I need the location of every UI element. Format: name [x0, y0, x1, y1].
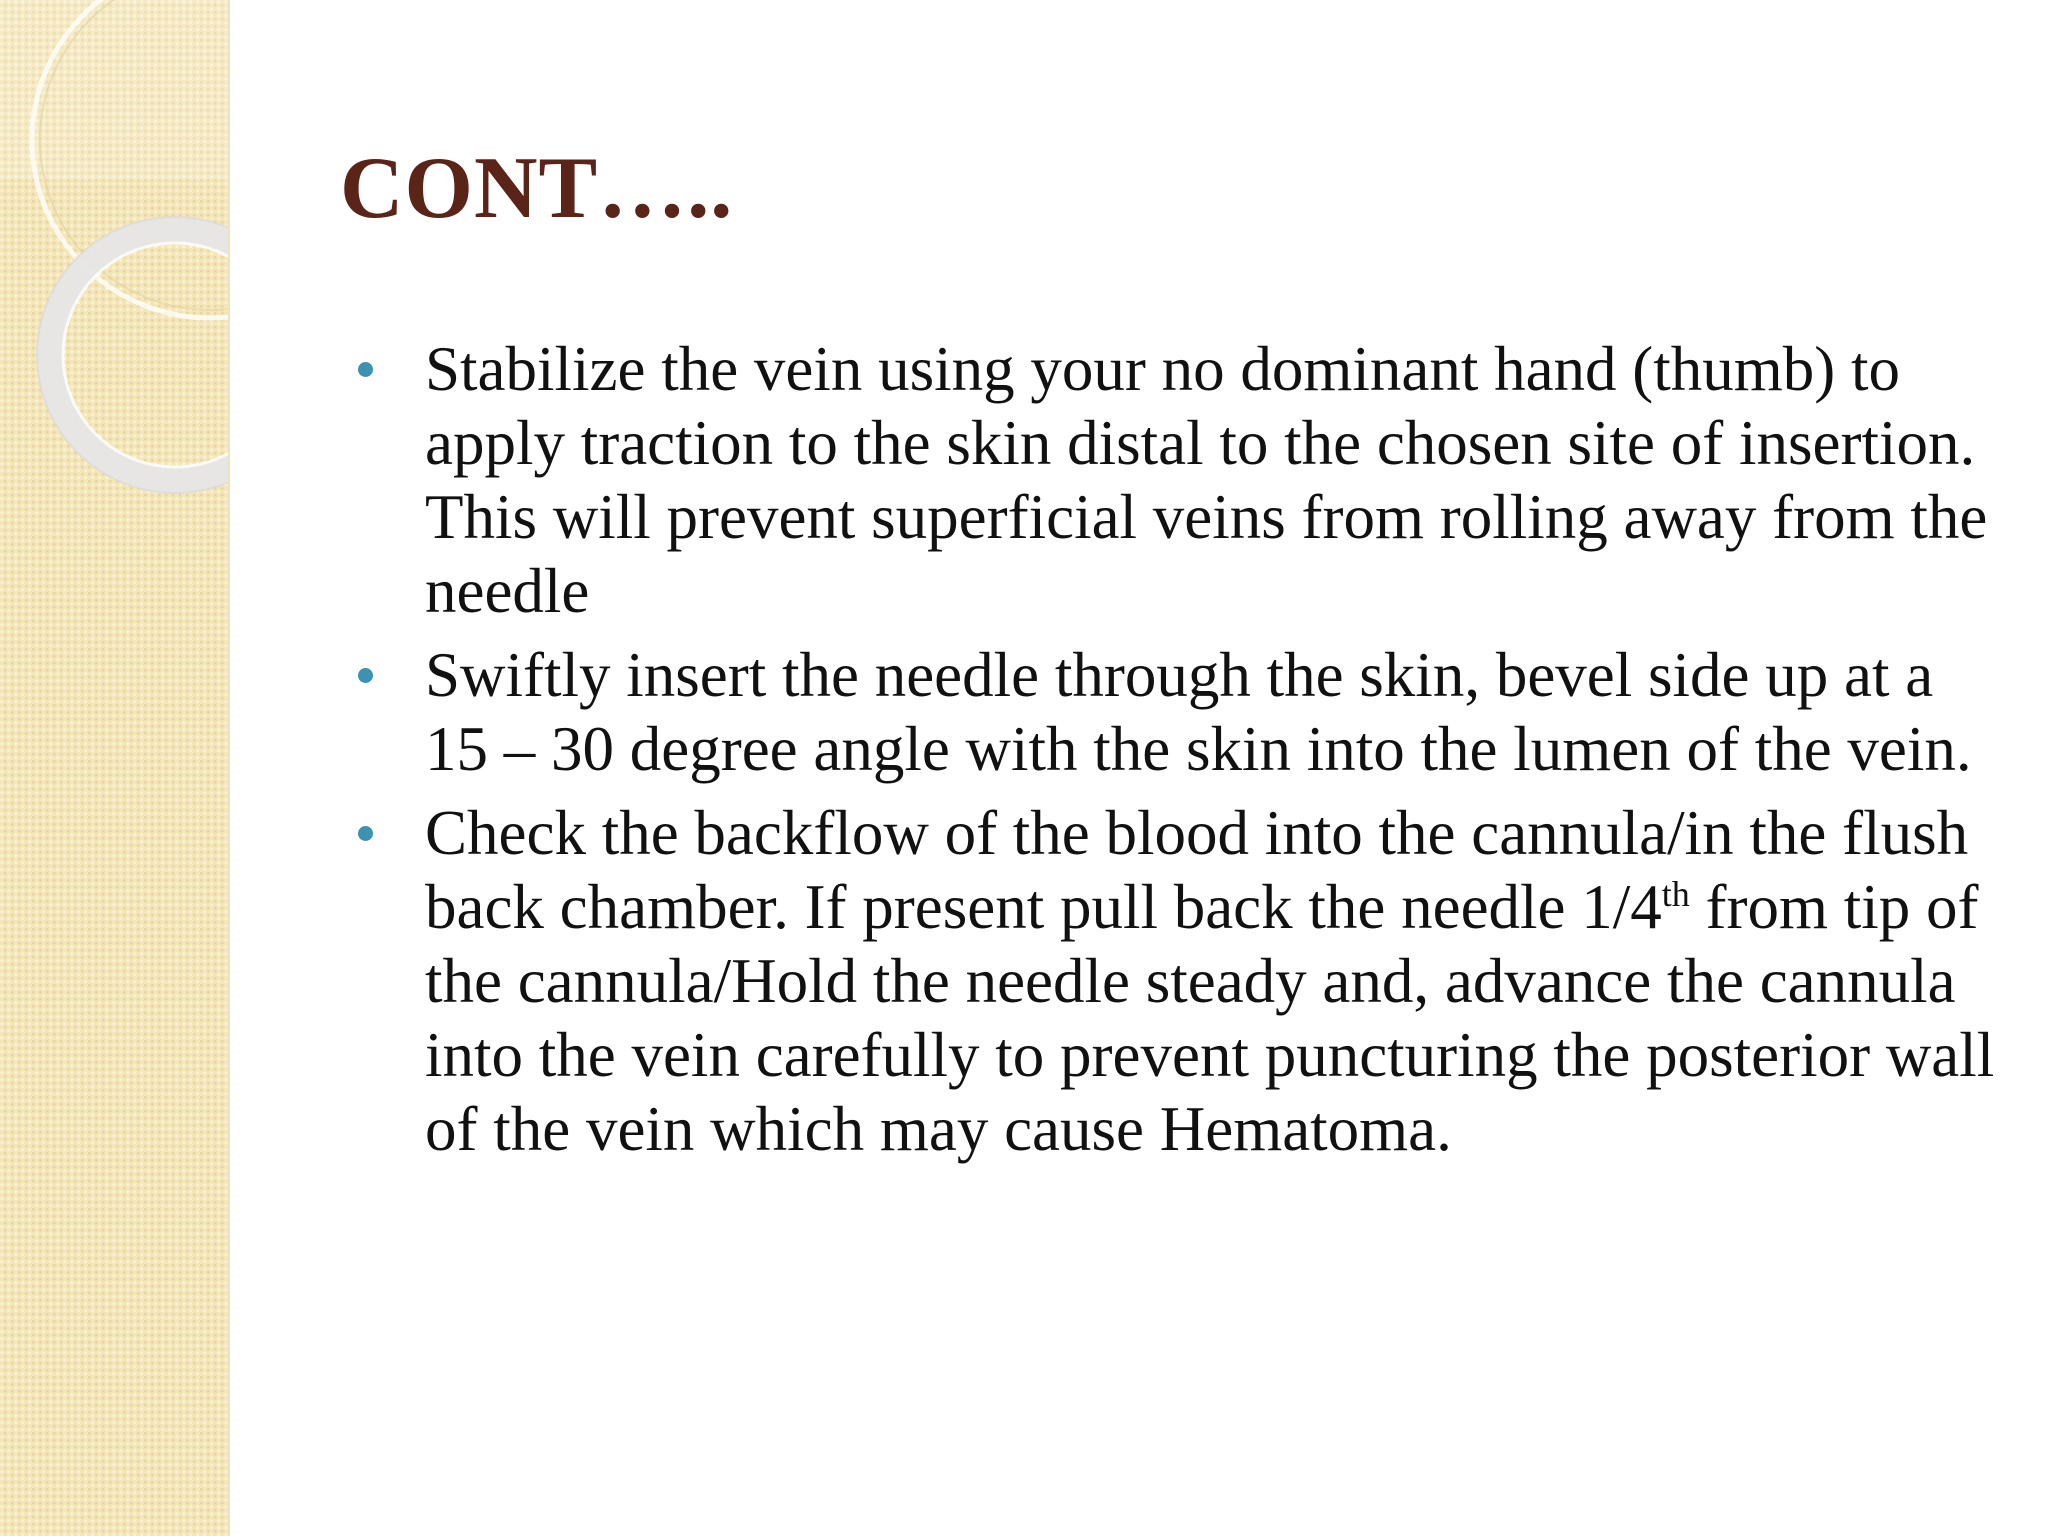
decorative-sidebar [0, 0, 230, 1536]
bullet-text: Swiftly insert the needle through the skin, bevel side up at a 15 – 30 degree angle with the skin into the lumen of the vein. [425, 640, 1972, 784]
bullet-item [358, 332, 2008, 628]
decorative-rings-graphic [0, 0, 228, 520]
bullet-text-with-superscript [425, 796, 2008, 1166]
bullet-item [358, 796, 2008, 1166]
bullet-dot-icon [358, 826, 373, 841]
slide-title: CONT….. [340, 140, 734, 237]
bullet-text-part: from tip of the cannula/Hold the needle steady and, advance the cannula into the vein carefully to prevent puncturing the posterior wall of the vein which may cause Hematoma. [425, 872, 1995, 1164]
bullet-dot-icon [358, 362, 373, 377]
bullet-item [358, 638, 2008, 786]
bullet-text-part: Check the backflow of the blood into the cannula/in the flush back chamber. If present pull back the needle 1/4 [425, 798, 1969, 942]
bullet-list [358, 332, 2008, 1176]
bullet-text: Stabilize the vein using your no dominant hand (thumb) to apply traction to the skin distal to the chosen site of insertion. This will prevent superficial veins from rolling away from the needle [425, 334, 1988, 626]
superscript-ordinal: th [1661, 874, 1690, 914]
bullet-dot-icon [358, 668, 373, 683]
